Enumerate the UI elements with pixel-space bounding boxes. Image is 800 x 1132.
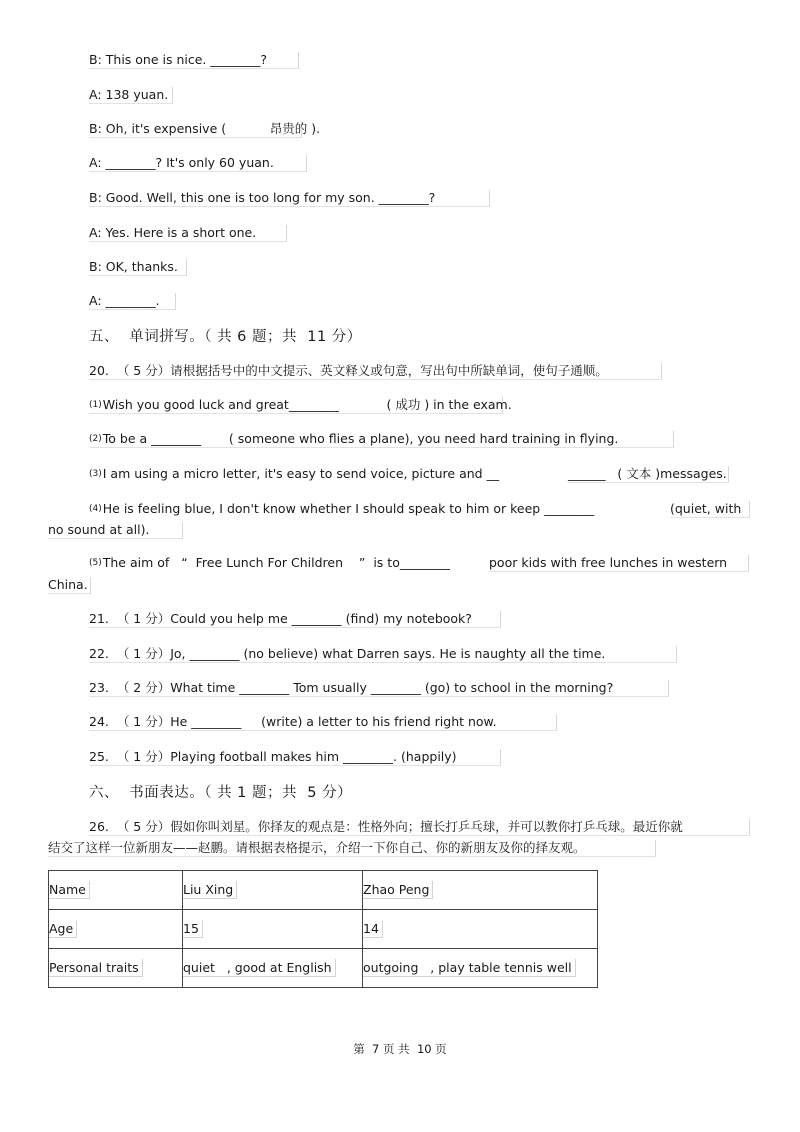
table-cell <box>363 949 598 988</box>
item-text: The aim of “ Free Lunch For Children ” is to________ <box>102 555 450 570</box>
cell-text: 15 <box>183 920 203 938</box>
question: 23. （ 2 分）What time ________ Tom usually ________ (go) to school in the morning? <box>89 680 669 697</box>
dialogue-line: A: ________? It's only 60 yuan. <box>89 155 307 172</box>
page-footer: 第 7 页 共 10 页 <box>353 1042 447 1056</box>
table-cell <box>363 910 598 949</box>
sub-question-continued: (quiet, with <box>670 501 750 518</box>
dialogue-line: A: 138 yuan. <box>89 87 173 104</box>
question: 22. （ 1 分）Jo, ________ (no believe) what Darren says. He is naughty all the time. <box>89 646 677 663</box>
cell-text: quiet , good at English <box>183 959 336 977</box>
item-text: To be a ________ ( someone who flies a plane), you need hard training in flying. <box>102 431 619 446</box>
section-title: 六、 书面表达。（ 共 1 题；共 5 分） <box>89 785 353 801</box>
table-cell <box>183 949 363 988</box>
dialogue-line: B: OK, thanks. <box>89 259 187 276</box>
sub-question <box>89 501 594 517</box>
question: 25. （ 1 分）Playing football makes him ________. (happily) <box>89 749 501 766</box>
dialogue-line: A: Yes. Here is a short one. <box>89 225 287 242</box>
cell-text: Liu Xing <box>183 881 237 899</box>
section-title: 五、 单词拼写。（ 共 6 题；共 11 分） <box>89 329 362 345</box>
question-stem: 26. （ 5 分）假如你叫刘星。你择友的观点是：性格外向；擅长打乒乓球，并可以教你打乒乓球。最近你就 <box>89 819 750 836</box>
sub-question-continued: China. <box>48 577 91 594</box>
sub-question-continued: no sound at all). <box>48 522 183 539</box>
question-stem: 20. （ 5 分）请根据括号中的中文提示、英文释义或句意，写出句中所缺单词，使句子通顺。 <box>89 363 662 380</box>
item-number: (5) <box>89 558 102 568</box>
sub-question-continued: poor kids with free lunches in western <box>489 555 749 572</box>
dialogue-line: B: Oh, it's expensive ( 昂贵的 ). <box>89 121 321 136</box>
sub-question-continued: ______ ( 文本 )messages. <box>568 466 729 483</box>
cell-text: Age <box>49 920 77 938</box>
table-cell <box>183 871 363 910</box>
table-cell <box>363 871 598 910</box>
cell-text: Zhao Peng <box>363 881 433 899</box>
cell-text: Name <box>49 881 90 899</box>
sub-question <box>89 397 512 414</box>
dialogue-line: A: ________. <box>89 293 176 310</box>
sub-question <box>89 431 674 448</box>
table-row <box>49 910 598 949</box>
dialogue-line: B: This one is nice. ________? <box>89 52 299 69</box>
item-number: (2) <box>89 434 102 444</box>
item-text: I am using a micro letter, it's easy to send voice, picture and __ <box>102 466 500 481</box>
item-number: (4) <box>89 504 102 514</box>
cell-text: Personal traits <box>49 959 143 977</box>
sub-question <box>89 555 450 571</box>
question: 24. （ 1 分）He ________ (write) a letter to his friend right now. <box>89 714 557 731</box>
info-table <box>48 870 598 988</box>
item-number: (3) <box>89 469 102 479</box>
table-cell <box>49 949 183 988</box>
table-row <box>49 871 598 910</box>
table-cell <box>49 871 183 910</box>
question: 21. （ 1 分）Could you help me ________ (find) my notebook? <box>89 611 501 628</box>
question-stem: 结交了这样一位新朋友——赵鹏。请根据表格提示，介绍一下你自己、你的新朋友及你的择友观。 <box>48 840 656 857</box>
item-text: He is feeling blue, I don't know whether I should speak to him or keep ________ <box>102 501 595 516</box>
item-text: Wish you good luck and great________ ( 成功 ) in the exam. <box>102 397 512 412</box>
sub-question <box>89 466 499 482</box>
cell-text: outgoing , play table tennis well <box>363 959 576 977</box>
item-number: (1) <box>89 400 102 410</box>
table-row <box>49 949 598 988</box>
table-cell <box>49 910 183 949</box>
cell-text: 14 <box>363 920 383 938</box>
dialogue-line: B: Good. Well, this one is too long for my son. ________? <box>89 190 490 207</box>
table-cell <box>183 910 363 949</box>
